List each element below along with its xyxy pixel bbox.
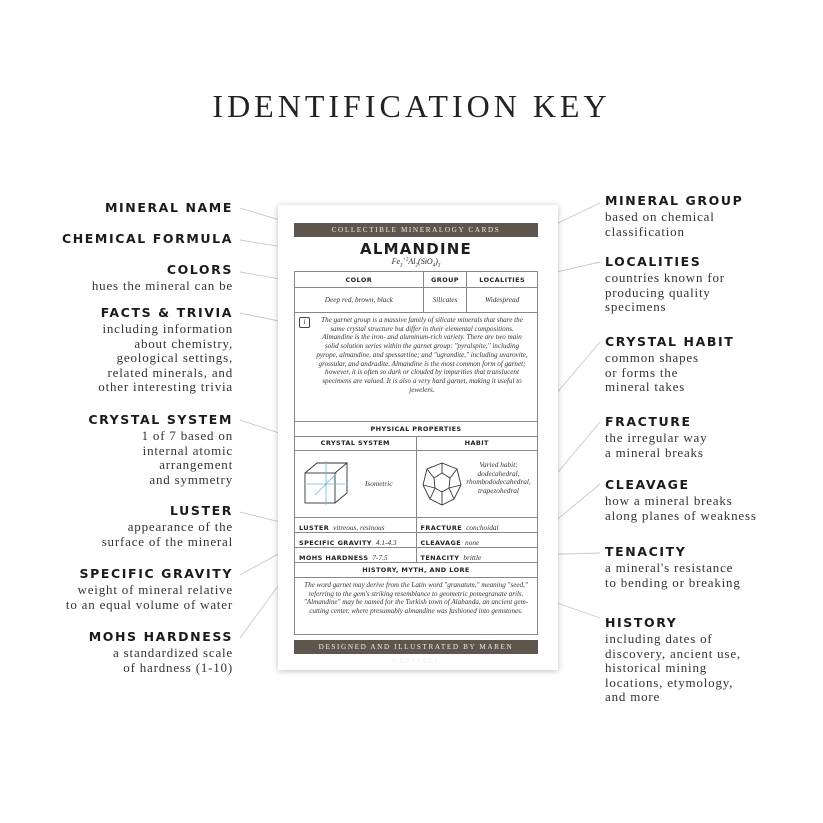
label-crystal-system xyxy=(88,411,233,487)
label-heading: CRYSTAL SYSTEM xyxy=(88,412,233,427)
card-top-band: COLLECTIBLE MINERALOGY CARDS xyxy=(294,223,538,237)
label-heading: LOCALITIES xyxy=(605,254,702,269)
card-footer-band: DESIGNED AND ILLUSTRATED BY MAREN WESTFALL xyxy=(294,640,538,654)
cleavage-value: none xyxy=(465,538,480,547)
crystal-system-cell xyxy=(295,451,416,518)
property-row-3 xyxy=(294,548,538,563)
mohs-hardness-value: 7-7.5 xyxy=(372,553,388,562)
physical-properties-header: PHYSICAL PROPERTIES xyxy=(294,422,538,437)
specific-gravity-label: SPECIFIC GRAVITY xyxy=(299,539,372,547)
specific-gravity-value: 4.1-4.3 xyxy=(375,538,397,547)
label-description: countries known for producing quality specimens xyxy=(605,270,725,315)
facts-text: The garnet group is a massive family of silicate minerals that share the same crystal structure but differ in their elemental compositions. Almandine is the iron- and aluminum-rich variety. There are two main solid solution series within the garnet group: "pyralspite," including pyrope, almandine, and spessartine; and "ugrandite," including uvarovite, grossular, and andradite. Almandine is the most common form of garnet; however, it is often so dark or clouded by impurities that translucent specimens are valued. It is also a very hard garnet, making it useful to jewelers. xyxy=(316,316,528,394)
label-description: a standardized scale of hardness (1-10) xyxy=(113,645,233,675)
label-heading: MINERAL NAME xyxy=(104,200,233,215)
label-luster xyxy=(102,502,233,549)
habit-cell xyxy=(417,451,538,518)
label-description: common shapes or forms the mineral takes xyxy=(605,350,699,395)
color-value: Deep red, brown, black xyxy=(295,288,424,313)
mineral-name: ALMANDINE xyxy=(360,240,472,258)
property-row-1 xyxy=(294,518,538,533)
cleavage-label: CLEAVAGE xyxy=(420,539,462,547)
label-heading: MOHS HARDNESS xyxy=(88,629,233,644)
label-description: 1 of 7 based on internal atomic arrangement and symmetry xyxy=(141,428,233,487)
label-mineral-group xyxy=(605,192,743,239)
crystal-system-value: Isometric xyxy=(365,479,393,488)
label-mohs-hardness xyxy=(89,628,233,675)
label-colors xyxy=(92,261,233,294)
property-row-2 xyxy=(294,533,538,548)
group-header: GROUP xyxy=(423,272,467,288)
crystal-habit-block xyxy=(294,437,538,518)
label-heading: FRACTURE xyxy=(605,414,692,429)
label-description: how a mineral breaks along planes of weakness xyxy=(605,493,757,523)
group-value: Silicates xyxy=(423,288,467,313)
mohs-hardness-label: MOHS HARDNESS xyxy=(299,554,369,562)
label-description: appearance of the surface of the mineral xyxy=(101,519,233,549)
isometric-cube-icon xyxy=(301,459,351,509)
info-icon: i xyxy=(299,317,310,328)
label-heading: COLORS xyxy=(166,262,233,277)
luster-label: LUSTER xyxy=(299,524,330,532)
localities-header: LOCALITIES xyxy=(467,272,538,288)
label-heading: FACTS & TRIVIA xyxy=(100,305,233,320)
label-history xyxy=(605,614,741,705)
label-mineral-name xyxy=(105,199,233,217)
label-description: based on chemical classification xyxy=(605,209,715,239)
page-title: IDENTIFICATION KEY xyxy=(212,88,611,124)
color-header: COLOR xyxy=(295,272,424,288)
label-facts-trivia xyxy=(98,304,233,395)
label-description: weight of mineral relative to an equal volume of water xyxy=(65,582,233,612)
label-description: including dates of discovery, ancient use, historical mining locations, etymology, and more xyxy=(605,631,741,705)
label-heading: HISTORY xyxy=(605,615,678,630)
label-description: hues the mineral can be xyxy=(91,278,233,293)
label-heading: LUSTER xyxy=(170,503,233,518)
label-heading: CLEAVAGE xyxy=(605,477,690,492)
lore-text: The word garnet may derive from the Latin word "granatum," meaning "seed," referring to the gem's striking resemblance to geometric pomegranate arils. "Almandine" may be named for the Turkish town of Alabanda, an ancient gem-cutting center, where presumably almandine was fashioned into gemstones. xyxy=(294,578,538,635)
label-specific-gravity xyxy=(66,565,233,612)
lore-header: HISTORY, MYTH, AND LORE xyxy=(294,563,538,578)
label-heading: SPECIFIC GRAVITY xyxy=(79,566,233,581)
label-description: the irregular way a mineral breaks xyxy=(605,430,708,460)
tenacity-label: TENACITY xyxy=(420,554,460,562)
label-chemical-formula xyxy=(62,230,233,248)
habit-header: HABIT xyxy=(417,437,538,451)
crystal-system-header: CRYSTAL SYSTEM xyxy=(295,437,416,451)
facts-section xyxy=(294,313,538,422)
label-heading: CHEMICAL FORMULA xyxy=(61,231,233,246)
label-cleavage xyxy=(605,476,757,523)
mineral-card xyxy=(278,205,558,670)
label-crystal-habit xyxy=(605,333,734,395)
dodecahedron-crystal-icon xyxy=(421,461,463,507)
color-group-localities-table xyxy=(294,271,538,313)
luster-value: vitreous, resinous xyxy=(333,523,385,532)
fracture-label: FRACTURE xyxy=(420,524,463,532)
label-fracture xyxy=(605,413,707,460)
label-heading: TENACITY xyxy=(605,544,687,559)
label-tenacity xyxy=(605,543,741,590)
localities-value: Widespread xyxy=(467,288,538,313)
label-description: a mineral's resistance to bending or breaking xyxy=(605,560,741,590)
chemical-formula: $Fe_3^{+2}Al_2(SiO_4)_3$ xyxy=(391,257,441,269)
label-heading: MINERAL GROUP xyxy=(605,193,744,208)
label-description: including information about chemistry, geological settings, related minerals, and other interesting trivia xyxy=(98,321,233,395)
fracture-value: conchoidal xyxy=(466,523,499,532)
label-localities xyxy=(605,253,725,315)
tenacity-value: brittle xyxy=(463,553,482,562)
label-heading: CRYSTAL HABIT xyxy=(605,334,735,349)
habit-value: Varied habit; dodecahedral, rhombododecahedral, trapezohedral xyxy=(466,460,531,495)
